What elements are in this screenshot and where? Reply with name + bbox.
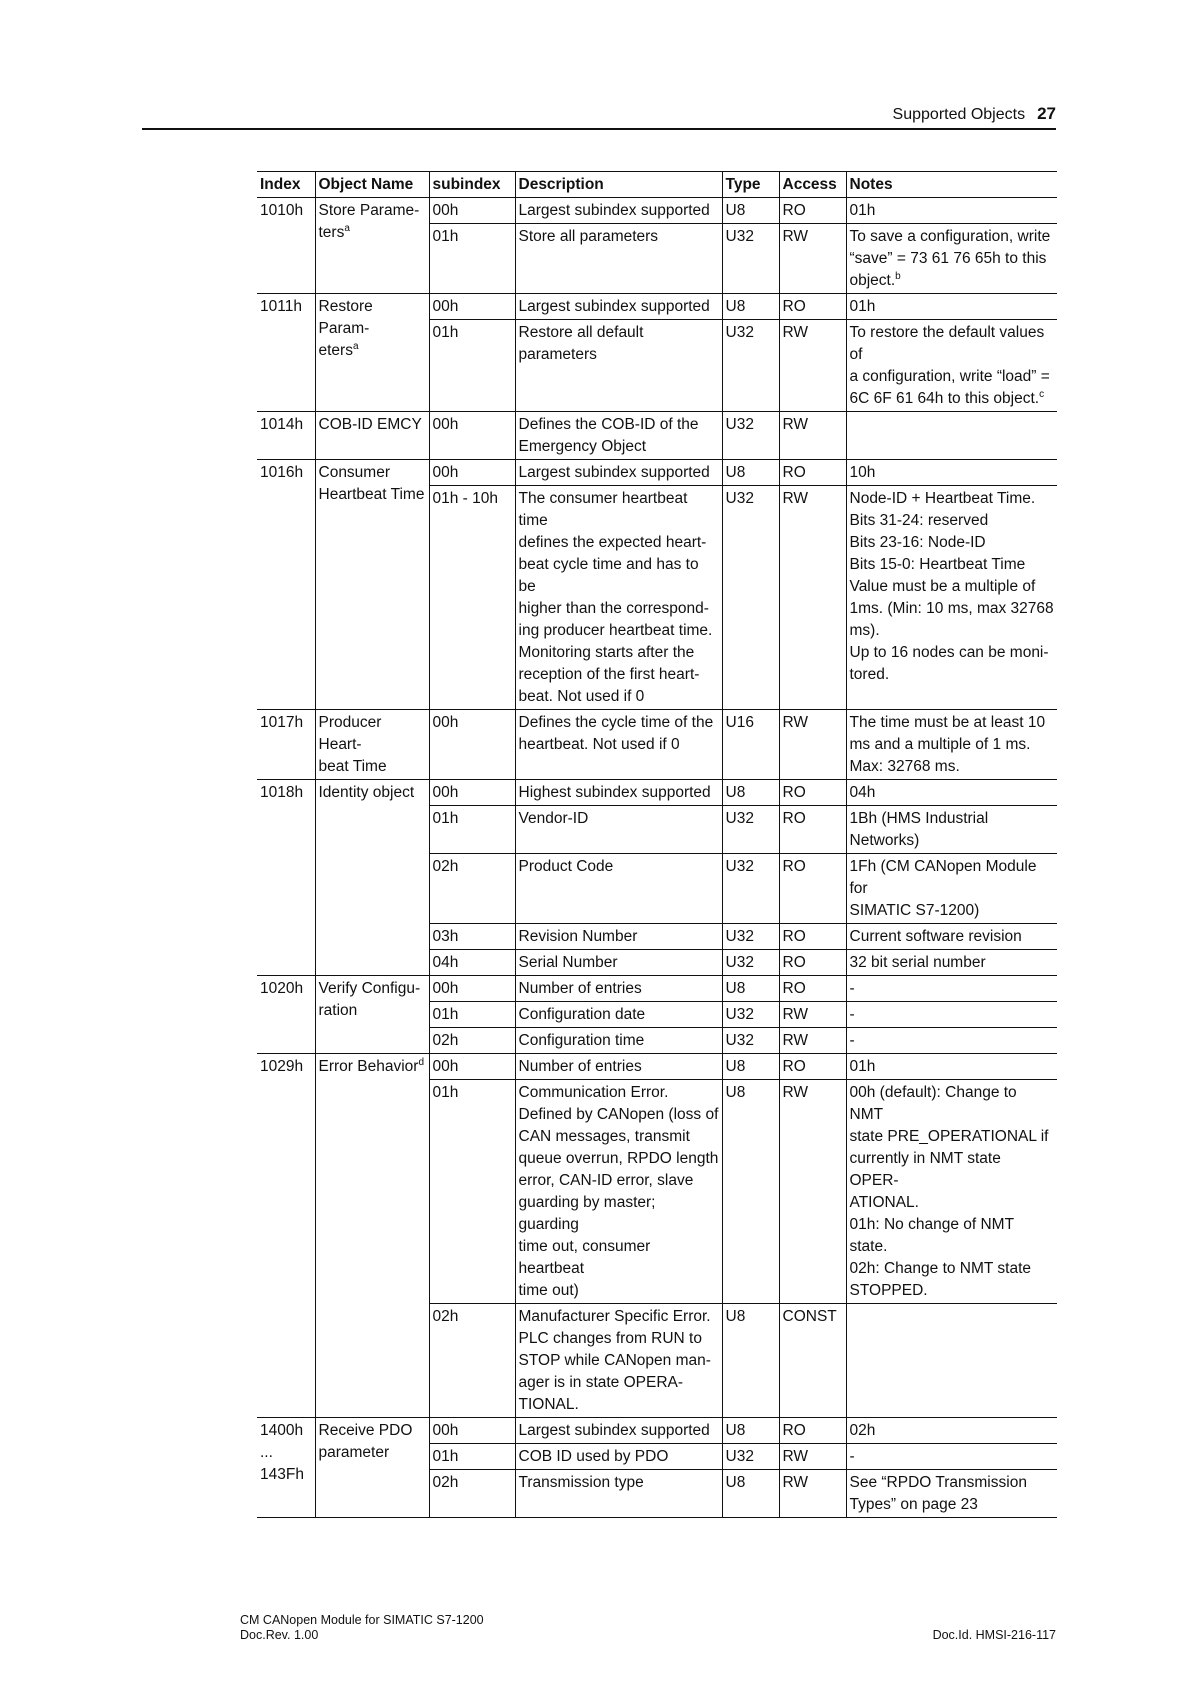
- cell-subindex: 00h: [429, 294, 515, 320]
- notes-text: To save a configuration, write “save” = 73 61 76 65h to this object.: [849, 228, 1051, 289]
- cell-description: Largest subindex supported: [515, 1418, 722, 1444]
- object-name-text: Error Behavior: [318, 1058, 419, 1075]
- object-name-text: COB-ID EMCY: [318, 416, 422, 433]
- notes-text: Node-ID + Heartbeat Time. Bits 31-24: reserved Bits 23-16: Node-ID Bits 15-0: Heartbeat Time Value must be a multiple of 1ms. (Min: 10 ms, max 32768 ms). Up to 16 nodes can be moni- tored.: [849, 490, 1054, 683]
- table-row: [257, 460, 1057, 486]
- cell-notes: [846, 1304, 1057, 1418]
- cell-notes: [846, 198, 1057, 224]
- notes-text: See “RPDO Transmission Types” on page 23: [849, 1474, 1027, 1513]
- object-name-text: Restore Param- eters: [318, 298, 373, 359]
- cell-access: RW: [779, 224, 846, 294]
- table-row: [257, 198, 1057, 224]
- cell-access: RO: [779, 1054, 846, 1080]
- cell-object-name: [315, 780, 429, 976]
- cell-description: Configuration date: [515, 1002, 722, 1028]
- cell-notes: [846, 1028, 1057, 1054]
- cell-description: The consumer heartbeat time defines the expected heart- beat cycle time and has to be higher than the correspond- ing producer heartbeat time. Monitoring starts after the reception of the first heart- beat. Not used if 0: [515, 486, 722, 710]
- header-rule: [142, 128, 1056, 130]
- footer-left: [240, 1613, 484, 1643]
- notes-text: The time must be at least 10 ms and a multiple of 1 ms. Max: 32768 ms.: [849, 714, 1046, 775]
- cell-index: 1018h: [257, 780, 315, 976]
- cell-notes: [846, 412, 1057, 460]
- cell-index: 1400h ... 143Fh: [257, 1418, 315, 1518]
- footnote-marker: d: [418, 1056, 424, 1068]
- cell-type: U32: [722, 224, 779, 294]
- object-name-text: Receive PDO parameter: [318, 1422, 413, 1461]
- table-row: [257, 976, 1057, 1002]
- table-body: [257, 198, 1057, 1518]
- notes-text: 1Bh (HMS Industrial Networks): [849, 810, 989, 849]
- cell-access: CONST: [779, 1304, 846, 1418]
- cell-subindex: 03h: [429, 924, 515, 950]
- cell-index: 1020h: [257, 976, 315, 1054]
- object-name-text: Producer Heart- beat Time: [318, 714, 387, 775]
- cell-subindex: 02h: [429, 1028, 515, 1054]
- cell-object-name: [315, 976, 429, 1054]
- notes-text: Current software revision: [849, 928, 1022, 945]
- cell-type: U32: [722, 1002, 779, 1028]
- cell-description: Store all parameters: [515, 224, 722, 294]
- object-name-text: Consumer Heartbeat Time: [318, 464, 425, 503]
- cell-subindex: 02h: [429, 1304, 515, 1418]
- cell-subindex: 01h: [429, 320, 515, 412]
- cell-notes: [846, 294, 1057, 320]
- cell-type: U8: [722, 460, 779, 486]
- column-header-index: Index: [257, 172, 315, 198]
- cell-type: U32: [722, 854, 779, 924]
- cell-access: RO: [779, 806, 846, 854]
- table-row: [257, 412, 1057, 460]
- cell-object-name: [315, 710, 429, 780]
- cell-type: U8: [722, 1054, 779, 1080]
- cell-subindex: 02h: [429, 1470, 515, 1518]
- cell-access: RO: [779, 294, 846, 320]
- cell-notes: [846, 1080, 1057, 1304]
- notes-text: -: [849, 1006, 855, 1023]
- cell-description: Restore all default parameters: [515, 320, 722, 412]
- cell-access: RW: [779, 1080, 846, 1304]
- table-row: [257, 1418, 1057, 1444]
- cell-description: Product Code: [515, 854, 722, 924]
- table-row: [257, 780, 1057, 806]
- column-header-type: Type: [722, 172, 779, 198]
- cell-notes: [846, 924, 1057, 950]
- cell-description: COB ID used by PDO: [515, 1444, 722, 1470]
- cell-type: U32: [722, 924, 779, 950]
- cell-object-name: [315, 412, 429, 460]
- cell-description: Largest subindex supported: [515, 460, 722, 486]
- notes-text: 00h (default): Change to NMT state PRE_OPERATIONAL if currently in NMT state OPER- ATIONAL. 01h: No change of NMT state. 02h: Change to NMT state STOPPED.: [849, 1084, 1049, 1299]
- cell-description: Largest subindex supported: [515, 198, 722, 224]
- column-header-notes: Notes: [846, 172, 1057, 198]
- cell-notes: [846, 224, 1057, 294]
- cell-notes: [846, 1470, 1057, 1518]
- footnote-marker: a: [344, 222, 350, 234]
- cell-type: U8: [722, 1470, 779, 1518]
- cell-object-name: [315, 460, 429, 710]
- column-header-description: Description: [515, 172, 722, 198]
- cell-access: RW: [779, 1444, 846, 1470]
- cell-description: Largest subindex supported: [515, 294, 722, 320]
- cell-index: 1016h: [257, 460, 315, 710]
- footer-doc-id: Doc.Id. HMSI-216-117: [932, 1628, 1056, 1642]
- cell-access: RO: [779, 950, 846, 976]
- cell-description: Number of entries: [515, 976, 722, 1002]
- cell-notes: [846, 976, 1057, 1002]
- cell-type: U32: [722, 806, 779, 854]
- cell-description: Transmission type: [515, 1470, 722, 1518]
- cell-subindex: 01h: [429, 1080, 515, 1304]
- cell-object-name: [315, 1418, 429, 1518]
- cell-subindex: 01h: [429, 224, 515, 294]
- cell-subindex: 00h: [429, 198, 515, 224]
- cell-access: RO: [779, 854, 846, 924]
- cell-access: RO: [779, 198, 846, 224]
- notes-text: 1Fh (CM CANopen Module for SIMATIC S7-1200): [849, 858, 1037, 919]
- notes-text: -: [849, 1032, 855, 1049]
- cell-notes: [846, 486, 1057, 710]
- section-title: Supported Objects: [892, 106, 1026, 123]
- cell-notes: [846, 1418, 1057, 1444]
- cell-subindex: 00h: [429, 1054, 515, 1080]
- supported-objects-table: [257, 171, 1057, 1518]
- footer-revision: Doc.Rev. 1.00: [240, 1628, 319, 1642]
- column-header-access: Access: [779, 172, 846, 198]
- notes-text: 02h: [849, 1422, 876, 1439]
- notes-text: 10h: [849, 464, 876, 481]
- cell-type: U8: [722, 294, 779, 320]
- cell-type: U32: [722, 486, 779, 710]
- cell-subindex: 02h: [429, 854, 515, 924]
- cell-description: Highest subindex supported: [515, 780, 722, 806]
- object-name-text: Verify Configu- ration: [318, 980, 421, 1019]
- cell-notes: [846, 780, 1057, 806]
- cell-access: RW: [779, 1002, 846, 1028]
- running-header: [893, 104, 1056, 124]
- footnote-marker: c: [1039, 388, 1045, 400]
- cell-notes: [846, 320, 1057, 412]
- page-number: 27: [1037, 104, 1056, 123]
- cell-index: 1017h: [257, 710, 315, 780]
- notes-text: -: [849, 980, 855, 997]
- cell-notes: [846, 1444, 1057, 1470]
- cell-index: 1011h: [257, 294, 315, 412]
- cell-subindex: 00h: [429, 412, 515, 460]
- cell-type: U8: [722, 198, 779, 224]
- cell-type: U8: [722, 780, 779, 806]
- cell-description: Serial Number: [515, 950, 722, 976]
- cell-subindex: 00h: [429, 780, 515, 806]
- notes-text: 01h: [849, 202, 876, 219]
- notes-text: 04h: [849, 784, 876, 801]
- footnote-marker: b: [895, 270, 901, 282]
- cell-access: RW: [779, 320, 846, 412]
- cell-type: U8: [722, 1418, 779, 1444]
- footnote-marker: a: [352, 340, 359, 352]
- cell-description: Revision Number: [515, 924, 722, 950]
- table-row: [257, 710, 1057, 780]
- cell-subindex: 01h: [429, 1444, 515, 1470]
- cell-index: 1014h: [257, 412, 315, 460]
- cell-type: U32: [722, 1028, 779, 1054]
- cell-description: Communication Error. Defined by CANopen (loss of CAN messages, transmit queue overrun, RPDO length error, CAN-ID error, slave guarding by master; guarding time out, consumer heartbeat time out): [515, 1080, 722, 1304]
- cell-access: RW: [779, 412, 846, 460]
- cell-object-name: [315, 1054, 429, 1418]
- cell-description: Defines the cycle time of the heartbeat. Not used if 0: [515, 710, 722, 780]
- cell-notes: [846, 460, 1057, 486]
- cell-access: RO: [779, 780, 846, 806]
- cell-subindex: 00h: [429, 460, 515, 486]
- cell-type: U32: [722, 412, 779, 460]
- cell-access: RO: [779, 460, 846, 486]
- cell-access: RO: [779, 1418, 846, 1444]
- cell-access: RW: [779, 1470, 846, 1518]
- cell-notes: [846, 710, 1057, 780]
- cell-object-name: [315, 294, 429, 412]
- column-header-object-name: Object Name: [315, 172, 429, 198]
- cell-subindex: 01h: [429, 806, 515, 854]
- footer-product: CM CANopen Module for SIMATIC S7-1200: [240, 1613, 484, 1627]
- cell-type: U8: [722, 1304, 779, 1418]
- cell-access: RO: [779, 976, 846, 1002]
- cell-subindex: 01h: [429, 1002, 515, 1028]
- cell-description: Manufacturer Specific Error. PLC changes from RUN to STOP while CANopen man- ager is in state OPERA- TIONAL.: [515, 1304, 722, 1418]
- cell-description: Defines the COB-ID of the Emergency Object: [515, 412, 722, 460]
- cell-notes: [846, 950, 1057, 976]
- cell-description: Number of entries: [515, 1054, 722, 1080]
- cell-type: U8: [722, 976, 779, 1002]
- table-row: [257, 294, 1057, 320]
- cell-notes: [846, 806, 1057, 854]
- cell-type: U16: [722, 710, 779, 780]
- cell-subindex: 00h: [429, 1418, 515, 1444]
- cell-type: U32: [722, 950, 779, 976]
- cell-type: U32: [722, 320, 779, 412]
- cell-notes: [846, 854, 1057, 924]
- cell-access: RW: [779, 486, 846, 710]
- object-name-text: Identity object: [318, 784, 415, 801]
- object-name-text: Store Parame- ters: [318, 202, 420, 241]
- table-row: [257, 1054, 1057, 1080]
- cell-subindex: 00h: [429, 976, 515, 1002]
- column-header-subindex: subindex: [429, 172, 515, 198]
- cell-index: 1010h: [257, 198, 315, 294]
- cell-type: U8: [722, 1080, 779, 1304]
- notes-text: 32 bit serial number: [849, 954, 986, 971]
- notes-text: -: [849, 1448, 855, 1465]
- table-header-row: [257, 172, 1057, 198]
- cell-index: 1029h: [257, 1054, 315, 1418]
- cell-notes: [846, 1054, 1057, 1080]
- cell-access: RW: [779, 1028, 846, 1054]
- cell-description: Configuration time: [515, 1028, 722, 1054]
- cell-access: RO: [779, 924, 846, 950]
- cell-subindex: 04h: [429, 950, 515, 976]
- notes-text: 01h: [849, 298, 876, 315]
- cell-description: Vendor-ID: [515, 806, 722, 854]
- notes-text: To restore the default values of a configuration, write “load” = 6C 6F 61 64h to this object.: [849, 324, 1050, 407]
- cell-access: RW: [779, 710, 846, 780]
- cell-object-name: [315, 198, 429, 294]
- notes-text: 01h: [849, 1058, 876, 1075]
- cell-notes: [846, 1002, 1057, 1028]
- cell-subindex: 01h - 10h: [429, 486, 515, 710]
- cell-type: U32: [722, 1444, 779, 1470]
- cell-subindex: 00h: [429, 710, 515, 780]
